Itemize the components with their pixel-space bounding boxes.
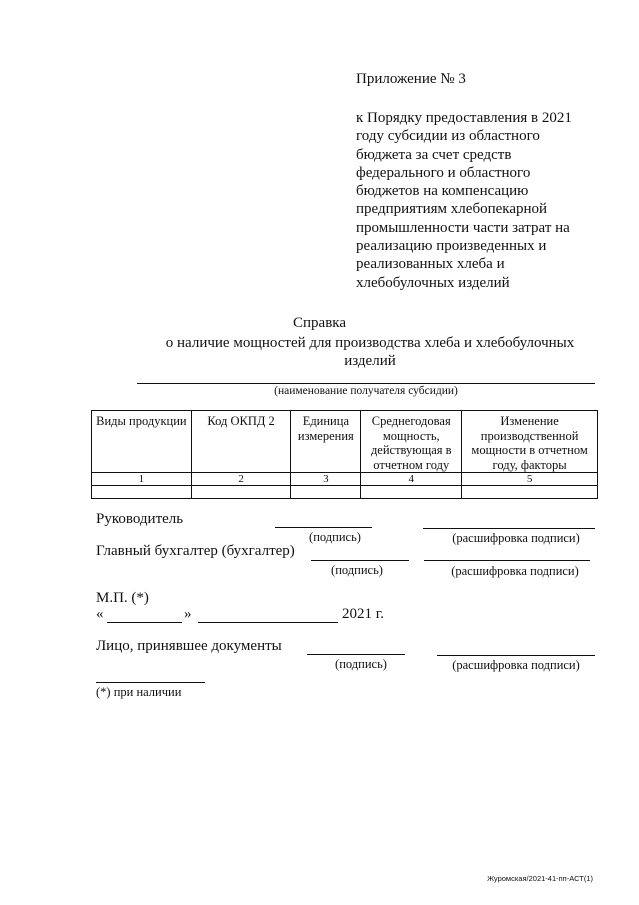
appendix-description: к Порядку предоставления в 2021 году субсидии из областного бюджета за счет средств федерального и областного бюджетов на компенсацию предприятиям хлебопекарной промышленности части затрат на реализацию произведенных и реализованных хлеба и хлебобулочных изделий [356, 110, 572, 291]
head-signature-caption: (подпись) [309, 530, 361, 544]
accountant-label: Главный бухгалтер (бухгалтер) [96, 543, 295, 559]
table-cell [291, 486, 361, 499]
column-number: 5 [462, 473, 598, 486]
head-transcript-caption: (расшифровка подписи) [452, 531, 580, 545]
accountant-signature-line [311, 560, 409, 561]
header-product-type: Виды продукции [92, 411, 192, 473]
table-row [92, 486, 598, 499]
receiver-signature-caption: (подпись) [335, 657, 387, 671]
date-close-quote: » [184, 606, 192, 622]
date-month-line [198, 622, 338, 623]
column-number: 2 [191, 473, 291, 486]
header-okpd-code: Код ОКПД 2 [191, 411, 291, 473]
footer-code: Журомская/2021-41-пп-АСТ(1) [487, 874, 593, 883]
table-header-row [92, 411, 598, 473]
date-year: 2021 г. [342, 606, 384, 622]
receiver-label: Лицо, принявшее документы [96, 638, 282, 654]
accountant-transcript-caption: (расшифровка подписи) [451, 564, 579, 578]
document-title: Справка [293, 315, 346, 331]
recipient-caption: (наименование получателя субсидии) [274, 385, 458, 397]
column-number: 4 [361, 473, 462, 486]
column-number: 1 [92, 473, 192, 486]
appendix-title: Приложение № 3 [356, 71, 466, 87]
header-capacity-change: Изменение производственной мощности в отчетном году, факторы [462, 411, 598, 473]
receiver-transcript-caption: (расшифровка подписи) [452, 658, 580, 672]
table-number-row [92, 473, 598, 486]
capacity-table [91, 410, 598, 499]
accountant-signature-caption: (подпись) [331, 563, 383, 577]
head-transcript-line [423, 528, 595, 529]
table-cell [191, 486, 291, 499]
header-unit: Единица измерения [291, 411, 361, 473]
table-cell [462, 486, 598, 499]
recipient-name-line [137, 383, 595, 384]
footnote: (*) при наличии [96, 685, 182, 699]
date-day-line [107, 622, 182, 623]
date-open-quote: « [96, 606, 104, 622]
header-annual-capacity: Среднегодовая мощность, действующая в отчетном году [361, 411, 462, 473]
receiver-signature-line [307, 654, 405, 655]
receiver-transcript-line [437, 655, 595, 656]
footnote-separator [96, 682, 205, 683]
document-subtitle: о наличие мощностей для производства хлеба и хлебобулочных изделий [165, 335, 575, 369]
accountant-transcript-line [424, 560, 590, 561]
table-cell [92, 486, 192, 499]
column-number: 3 [291, 473, 361, 486]
table-cell [361, 486, 462, 499]
head-signature-line [275, 527, 372, 528]
head-label: Руководитель [96, 511, 184, 527]
seal-label: М.П. (*) [96, 590, 149, 606]
